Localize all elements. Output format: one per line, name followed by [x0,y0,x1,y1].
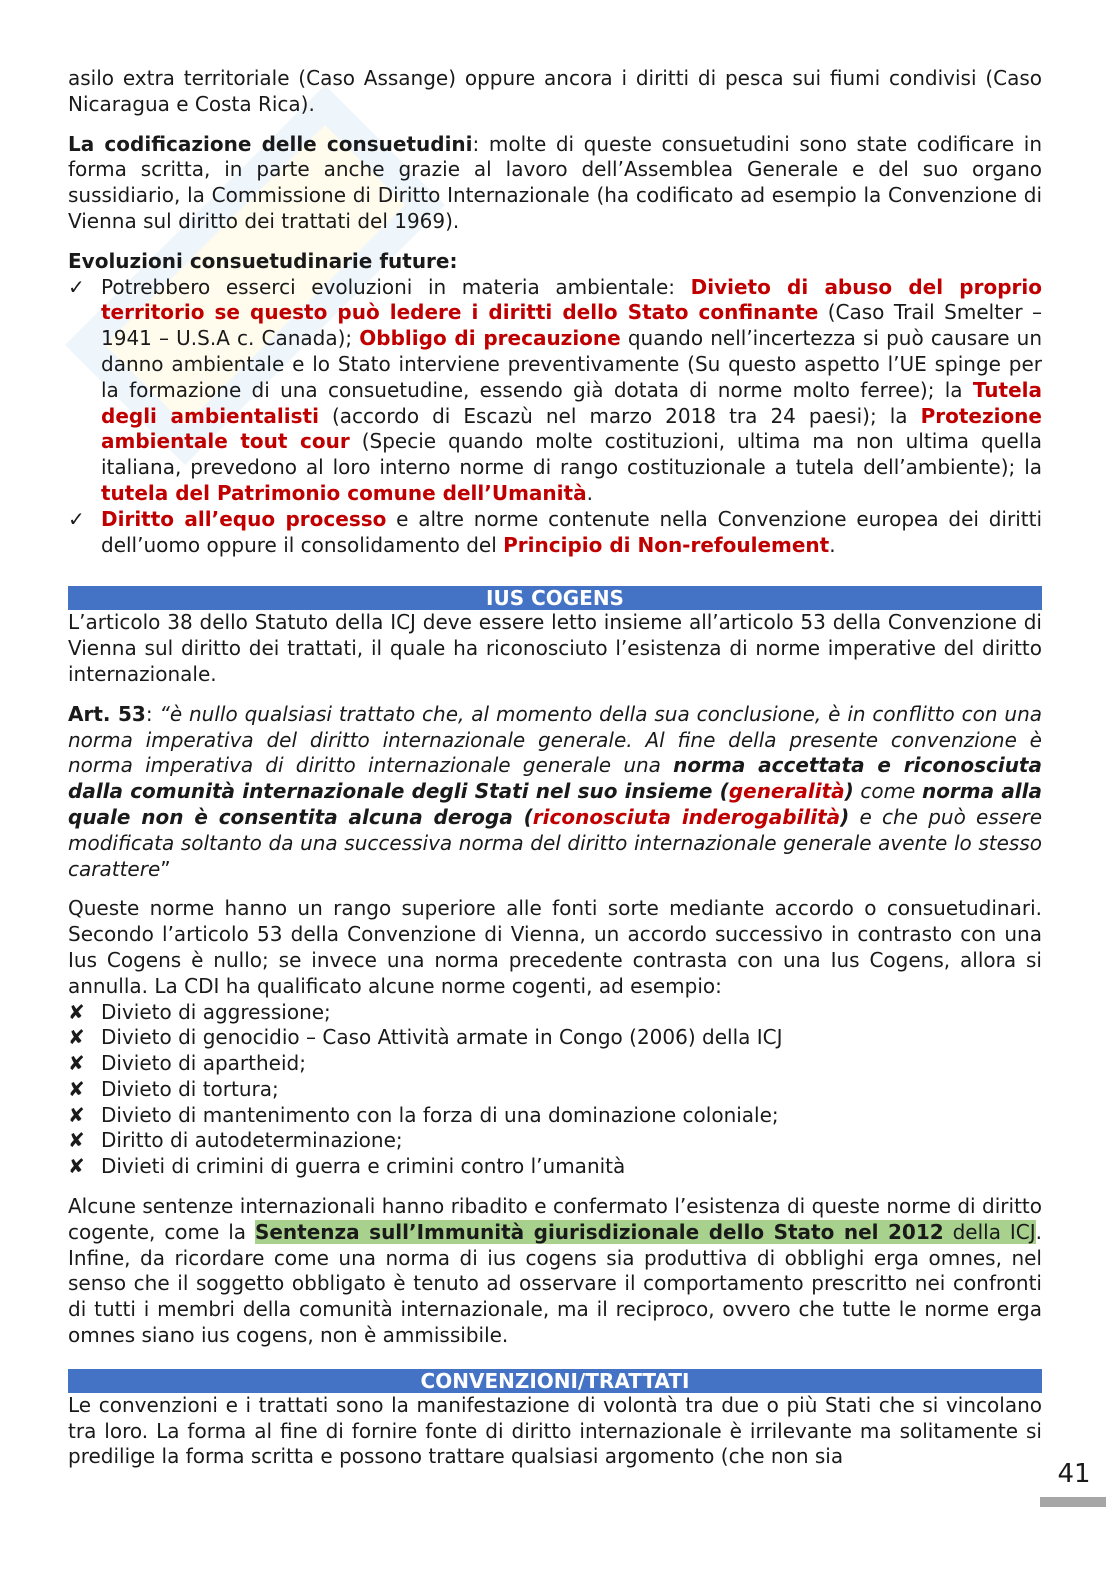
judgments-paragraph [68,1194,1042,1349]
list-item [68,275,1042,507]
quote-text: e che può essere modificata soltanto da una successiva norma del diritto internazionale generale avente lo stesso carattere [68,804,1043,881]
item-text: . [829,532,836,557]
highlight-term: Protezione ambientale tout cour [101,403,1042,454]
item-text: e altre norme contenute nella Convenzione europea dei diritti dell’uomo oppure il consolidamento del [101,506,1042,557]
highlight-term: tutela del Patrimonio comune dell’Umanità [101,480,587,505]
item-text: (Caso Trail Smelter – 1941 – U.S.A c. Canada); [101,300,1042,351]
example-text: Divieto di aggressione; [101,999,331,1024]
list-item [68,1000,1042,1026]
example-text: Divieti di crimini di guerra e crimini contro l’umanità [101,1154,626,1179]
codification-title: La codificazione delle consuetudini [68,131,473,156]
item-text: Potrebbero esserci evoluzioni in materia ambientale: [101,274,691,299]
highlight-term: Tutela degli ambientalisti [101,377,1042,428]
cross-icon: ✘ [68,1051,85,1076]
check-icon: ✓ [68,506,85,531]
highlight-term: Obbligo di precauzione [359,326,621,351]
quote-bold: ) [844,779,854,804]
article-53-quote [68,702,1042,883]
quote-bold: ) [840,804,850,829]
quote-close: ” [160,856,171,881]
check-icon: ✓ [68,274,85,299]
list-item [68,507,1042,559]
codification-paragraph [68,132,1042,235]
examples-list [68,1000,1042,1181]
cross-icon: ✘ [68,1102,85,1127]
highlight-term: Divieto di abuso del proprio territorio se questo può ledere i diritti dello Stato confinante [101,274,1042,325]
highlighted-judgment: Sentenza sull’Immunità giurisdizionale dello Stato nel 2012 [254,1219,944,1244]
list-item [68,1051,1042,1077]
item-text: quando nell’incertezza si può causare un danno ambientale e lo Stato interviene preventivamente (Su questo aspetto l’UE spinge per la formazione di una consuetudine, essendo già dotata di norme molto ferree); la [101,326,1042,402]
example-text: Diritto di autodeterminazione; [101,1128,403,1153]
ius-cogens-intro: L’articolo 38 dello Statuto della ICJ deve essere letto insieme all’articolo 53 della Convenzione di Vienna sul diritto dei trattati, il quale ha riconosciuto l’esistenza di norme imperative del diritto internazionale. [68,610,1042,686]
ius-cogens-heading: IUS COGENS [68,586,1042,610]
intro-paragraph: asilo extra territoriale (Caso Assange) oppure ancora i diritti di pesca sui fiumi condivisi (Caso Nicaragua e Costa Rica). [68,66,1042,116]
para-text: Alcune sentenze internazionali hanno ribadito e confermato l’esistenza di queste norme di diritto cogente, come la [68,1194,1042,1244]
item-text: (accordo di Escazù nel marzo 2018 tra 24 paesi); la [318,403,921,428]
cross-icon: ✘ [68,1154,85,1179]
article-label: Art. 53 [68,701,146,726]
codification-text: : molte di queste consuetudini sono state codificare in forma scritta, in parte anche grazie al lavoro dell’Assemblea Generale e del suo organo sussidiario, la Commissione di Diritto Internazionale (ha codificato ad esempio la Convenzione di Vienna sul diritto dei trattati del 1969). [68,131,1042,233]
list-item [68,1103,1042,1129]
cross-icon: ✘ [68,999,85,1024]
cross-icon: ✘ [68,1128,85,1153]
quote-text: “è nullo qualsiasi trattato che, al momento della sua conclusione, è in conflitto con una norma imperativa del diritto internazionale generale. Al fine della presente convenzione è norma imperativa di diritto internazionale generale una [68,701,1042,778]
highlight-term: Principio di Non-refoulement [503,532,830,557]
example-text: Divieto di tortura; [101,1076,279,1101]
treaties-paragraph: Le convenzioni e i trattati sono la manifestazione di volontà tra due o più Stati che si vincolano tra loro. La forma al fine di fornire fonte di diritto internazionale è irrilevante ma solitamente si predilige la forma scritta e possono trattare qualsiasi argomento (che non sia [68,1392,1042,1469]
list-item [68,1025,1042,1051]
cross-icon: ✘ [68,1076,85,1101]
evolutions-heading: Evoluzioni consuetudinarie future: [68,248,458,273]
list-item [68,1154,1042,1180]
quote-red: riconosciuta inderogabilità [532,804,841,829]
quote-bold: norma accettata e riconosciuta dalla comunità internazionale degli Stati nel suo insieme ( [68,753,1042,804]
list-item [68,1077,1042,1103]
highlighted-court: della ICJ [943,1219,1036,1244]
list-item [68,1128,1042,1154]
article-colon: : [145,701,160,726]
example-text: Divieto di genocidio – Caso Attività armate in Congo (2006) della ICJ [101,1025,783,1050]
para-text: . Infine, da ricordare come una norma di ius cogens sia produttiva di obblighi erga omnes, nel senso che il soggetto obbligato è tenuto ad osservare il comportamento prescritto nei confronti di tutti i membri della comunità internazionale, ma il reciproco, ovvero che tutte le norme erga omnes siano ius cogens, non è ammissibile. [68,1219,1042,1348]
quote-bold: norma alla quale non è consentita alcuna deroga ( [68,779,1043,829]
page-content [68,66,1042,1470]
quote-text: come [853,779,922,804]
page-number: 41 [1057,1459,1091,1489]
item-text: . [586,480,593,505]
treaties-heading: CONVENZIONI/TRATTATI [68,1369,1042,1393]
highlight-term: Diritto all’equo processo [101,506,387,531]
evolutions-list [68,275,1042,559]
example-text: Divieto di mantenimento con la forza di una dominazione coloniale; [101,1102,779,1127]
page-number-bar [1040,1497,1106,1507]
ius-cogens-rank-paragraph: Queste norme hanno un rango superiore alle fonti sorte mediante accordo o consuetudinari. Secondo l’articolo 53 della Convenzione di Vienna, un accordo successivo in contrasto con una Ius Cogens è nullo; se invece una norma precedente contrasta con una Ius Cogens, allora si annulla. La CDI ha qualificato alcune norme cogenti, ad esempio: [68,896,1042,998]
item-text: (Specie quando molte costituzioni, ultima ma non ultima quella italiana, prevedono al loro interno norme di rango costituzionale a tutela dell’ambiente); la [101,429,1042,480]
example-text: Divieto di apartheid; [101,1051,306,1076]
cross-icon: ✘ [68,1025,85,1050]
quote-red: generalità [728,779,845,804]
